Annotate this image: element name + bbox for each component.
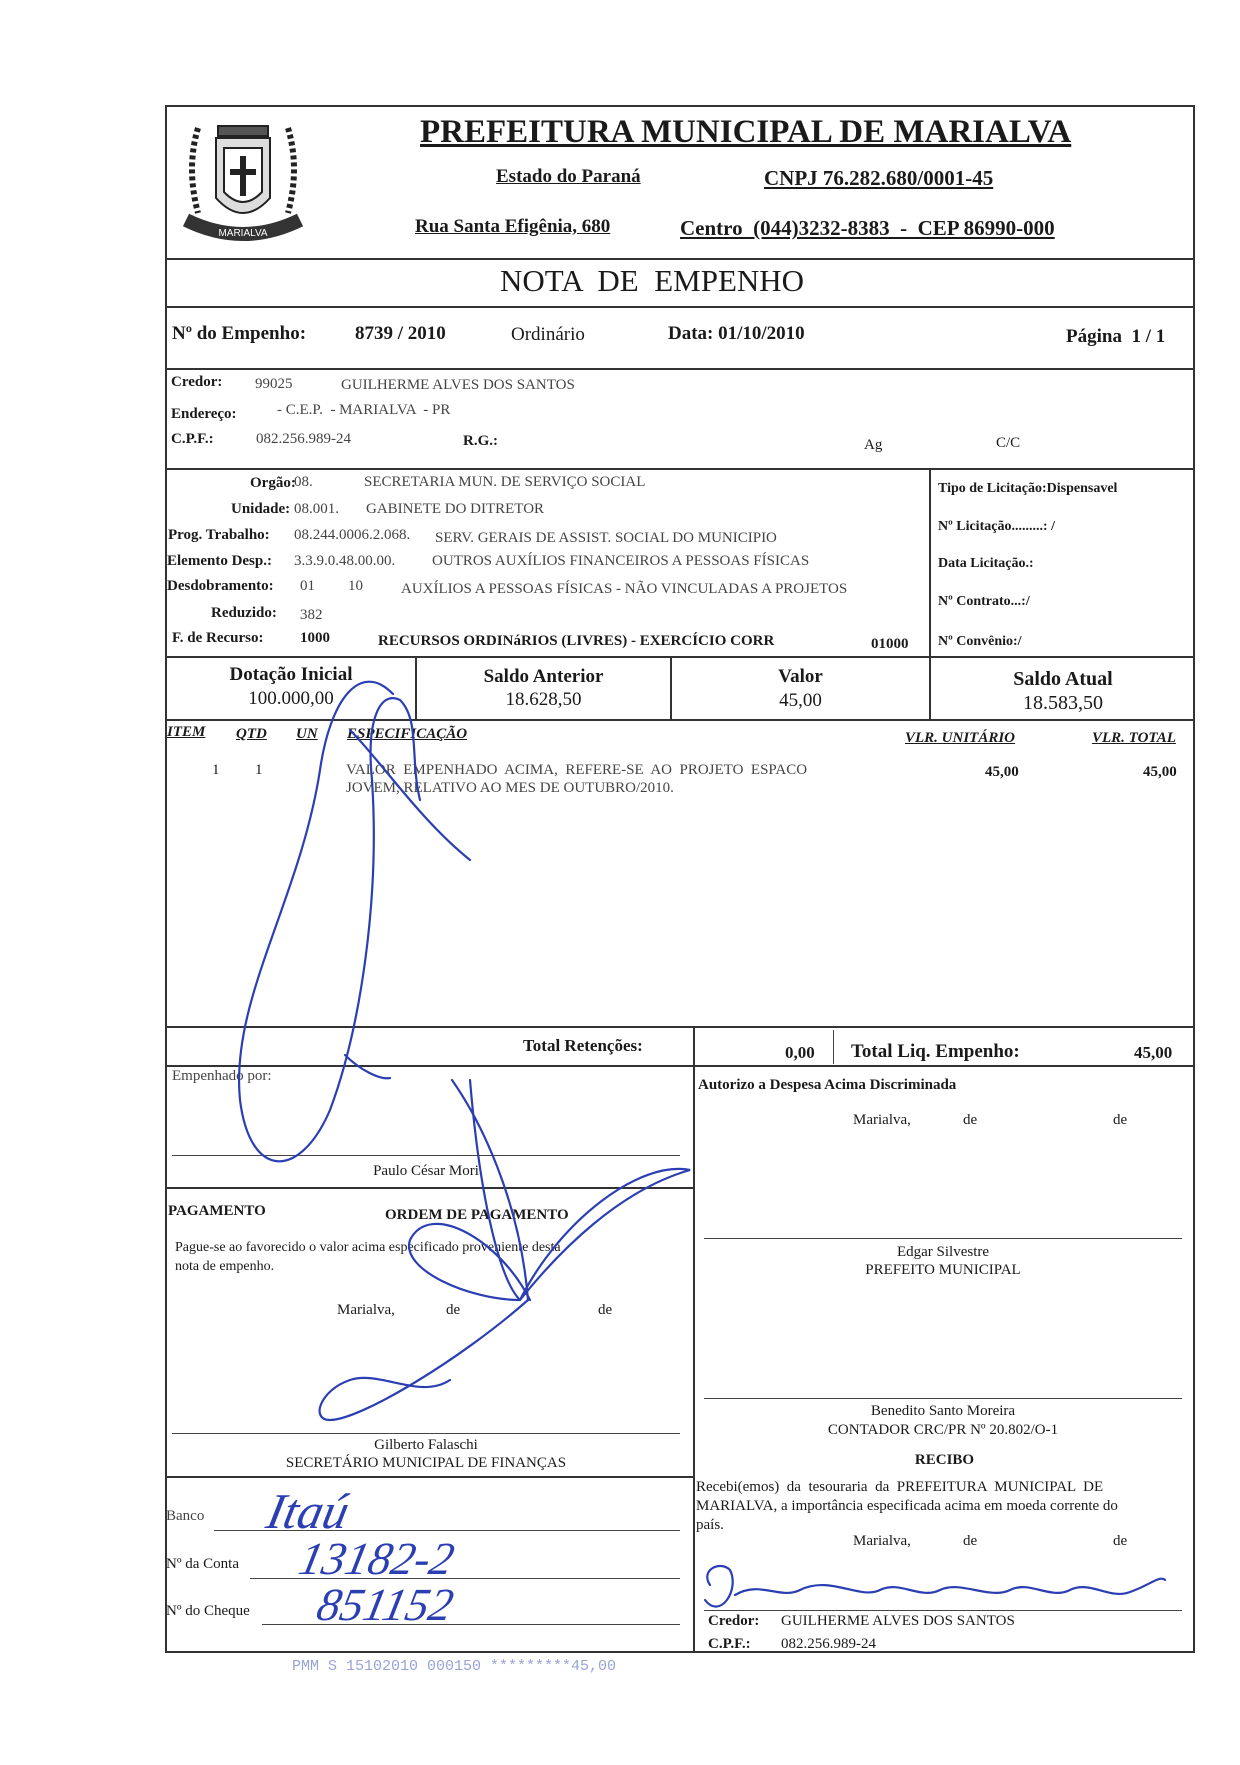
item-number: 1 (212, 762, 220, 778)
prefeito-title: PREFEITO MUNICIPAL (865, 1262, 1021, 1278)
retencoes-label: Total Retenções: (523, 1036, 643, 1055)
orgao-code: 08. (294, 474, 313, 490)
credor-code: 99025 (255, 376, 293, 392)
liquido-value: 45,00 (1134, 1043, 1173, 1062)
licitacao-tipo: Tipo de Licitação:Dispensavel (938, 481, 1118, 496)
rg-label: R.G.: (463, 433, 498, 449)
pagamento-city: Marialva, (337, 1302, 395, 1318)
liquido-label: Total Liq. Empenho: (851, 1041, 1020, 1062)
autorizo-city: Marialva, (853, 1112, 911, 1128)
signature-line (172, 1155, 680, 1156)
agency-label: Ag (864, 437, 883, 453)
rule (165, 1026, 1195, 1028)
item-spec-line-2: JOVEM, RELATIVO AO MES DE OUTUBRO/2010. (346, 780, 674, 796)
rule (165, 1065, 1195, 1067)
prog-name: SERV. GERAIS DE ASSIST. SOCIAL DO MUNICIPIO (435, 530, 777, 546)
desdobramento-name: AUXÍLIOS A PESSOAS FÍSICAS - NÃO VINCULADAS A PROJETOS (401, 581, 848, 597)
col-qtd: QTD (236, 726, 267, 742)
cnpj-label: CNPJ 76.282.680/0001-45 (764, 166, 994, 190)
conta-handwritten: 13182-2 (294, 1533, 459, 1584)
rule (165, 656, 1195, 658)
saldo-anterior-value: 18.628,50 (505, 689, 582, 710)
licitacao-data: Data Licitação.: (938, 556, 1034, 571)
page-title: PREFEITURA MUNICIPAL DE MARIALVA (420, 114, 1072, 150)
saldo-anterior-label: Saldo Anterior (483, 666, 604, 687)
rule (165, 306, 1195, 308)
rule (165, 368, 1195, 370)
recibo-credor-name: GUILHERME ALVES DOS SANTOS (781, 1613, 1015, 1629)
col-unit-value: VLR. UNITÁRIO (905, 730, 1016, 746)
cheque-label: Nº do Cheque (166, 1603, 250, 1619)
col-especificacao: ESPECIFICAÇÃO (347, 726, 468, 742)
orgao-label: Orgão: (250, 475, 296, 491)
recibo-credor-label: Credor: (708, 1613, 760, 1629)
contador-title: CONTADOR CRC/PR Nº 20.802/O-1 (827, 1422, 1059, 1438)
prefeito-name: Edgar Silvestre (896, 1244, 990, 1260)
desdobramento-label: Desdobramento: (167, 578, 274, 594)
endereco-value: - C.E.P. - MARIALVA - PR (277, 402, 451, 418)
rule (165, 1476, 695, 1478)
empenho-type: Ordinário (511, 324, 585, 345)
empenho-number: 8739 / 2010 (355, 323, 446, 344)
autorizo-de-2: de (1113, 1112, 1128, 1128)
pagamento-text-2: nota de empenho. (175, 1259, 275, 1274)
orgao-name: SECRETARIA MUN. DE SERVIÇO SOCIAL (364, 474, 646, 490)
prog-label: Prog. Trabalho: (168, 527, 270, 543)
rule (165, 258, 1195, 260)
empenhado-por-name: Paulo César Mori (373, 1163, 479, 1179)
rule (165, 1187, 695, 1189)
document-title: NOTA DE EMPENHO (500, 263, 805, 298)
contador-name: Benedito Santo Moreira (870, 1403, 1016, 1419)
signature-line (704, 1238, 1182, 1239)
saldo-atual-label: Saldo Atual (1013, 668, 1113, 690)
empenhado-por-label: Empenhado por: (172, 1068, 272, 1084)
recurso-label: F. de Recurso: (172, 630, 264, 646)
rule (693, 1026, 695, 1653)
elemento-label: Elemento Desp.: (167, 553, 272, 569)
col-total-value: VLR. TOTAL (1092, 730, 1176, 746)
rule (165, 719, 1195, 721)
conta-label: Nº da Conta (166, 1556, 239, 1572)
seal-text: MARIALVA (218, 228, 268, 239)
reduzido-value: 382 (300, 607, 323, 623)
recibo-cpf-label: C.P.F.: (708, 1636, 751, 1652)
cpf-value: 082.256.989-24 (256, 431, 351, 447)
dotacao-value: 100.000,00 (248, 688, 334, 709)
banco-label: Banco (166, 1508, 205, 1524)
rule (833, 1030, 834, 1064)
recibo-text-3: país. (696, 1517, 724, 1533)
contrato-numero: Nº Contrato...:/ (938, 594, 1030, 609)
col-un: UN (296, 726, 318, 742)
credor-label: Credor: (171, 374, 223, 390)
empenho-number-label: Nº do Empenho: (172, 323, 307, 344)
pagamento-text-1: Pague-se ao favorecido o valor acima especificado proveniente desta (175, 1240, 561, 1255)
elemento-name: OUTROS AUXÍLIOS FINANCEIROS A PESSOAS FÍSICAS (432, 553, 810, 569)
item-total-value: 45,00 (1143, 764, 1177, 780)
signature-line (172, 1433, 680, 1434)
licitacao-numero: Nº Licitação.........: / (938, 519, 1055, 534)
recibo-title: RECIBO (914, 1452, 975, 1468)
cheque-handwritten: 851152 (312, 1579, 459, 1630)
reduzido-label: Reduzido: (211, 605, 277, 621)
unidade-code: 08.001. (294, 501, 339, 517)
convenio-numero: Nº Convênio:/ (938, 634, 1022, 649)
unidade-label: Unidade: (231, 501, 291, 517)
recurso-name: RECURSOS ORDINáRIOS (LIVRES) - EXERCÍCIO CORR (378, 633, 775, 649)
recurso-code: 1000 (300, 630, 330, 646)
page-number: Página 1 / 1 (1066, 326, 1166, 347)
desdobramento-a: 01 (300, 578, 315, 594)
signature-line (704, 1398, 1182, 1399)
recibo-text-2: MARIALVA, a importância especificada acima em moeda corrente do (696, 1498, 1118, 1514)
prog-code: 08.244.0006.2.068. (294, 527, 411, 543)
secretario-name: Gilberto Falaschi (374, 1437, 478, 1453)
signature-line (704, 1610, 1182, 1611)
ordem-pagamento-title: ORDEM DE PAGAMENTO (385, 1207, 569, 1223)
recibo-de-1: de (963, 1533, 978, 1549)
dotacao-label: Dotação Inicial (229, 664, 353, 685)
municipal-seal-icon (168, 108, 318, 253)
col-item: ITEM (167, 724, 206, 740)
item-qty: 1 (255, 762, 263, 778)
recibo-cpf-value: 082.256.989-24 (781, 1636, 876, 1652)
autorizo-label: Autorizo a Despesa Acima Discriminada (698, 1077, 957, 1093)
desdobramento-b: 10 (348, 578, 363, 594)
empenho-date: Data: 01/10/2010 (668, 323, 805, 344)
recibo-city: Marialva, (853, 1533, 911, 1549)
unidade-name: GABINETE DO DITRETOR (366, 501, 545, 517)
street-label: Rua Santa Efigênia, 680 (415, 216, 611, 237)
cpf-label: C.P.F.: (171, 431, 214, 447)
item-spec-line-1: VALOR EMPENHADO ACIMA, REFERE-SE AO PROJETO ESPACO (346, 762, 808, 778)
valor-label: Valor (778, 666, 823, 687)
autorizo-de-1: de (963, 1112, 978, 1128)
endereco-label: Endereço: (171, 406, 237, 422)
recibo-de-2: de (1113, 1533, 1128, 1549)
secretario-title: SECRETÁRIO MUNICIPAL DE FINANÇAS (285, 1455, 567, 1471)
state-label: Estado do Paraná (496, 166, 641, 187)
pagamento-de-1: de (446, 1302, 461, 1318)
valor-value: 45,00 (779, 690, 822, 711)
rule (165, 468, 1195, 470)
pagamento-title: PAGAMENTO (168, 1203, 266, 1219)
credor-name: GUILHERME ALVES DOS SANTOS (341, 377, 575, 393)
recurso-code-2: 01000 (871, 636, 909, 652)
item-unit-value: 45,00 (985, 764, 1019, 780)
payment-stamp: PMM S 15102010 000150 *********45,00 (292, 1658, 617, 1675)
retencoes-value: 0,00 (785, 1043, 815, 1062)
elemento-code: 3.3.9.0.48.00.00. (294, 553, 396, 569)
contact-label: Centro (044)3232-8383 - CEP 86990-000 (680, 216, 1055, 240)
saldo-atual-value: 18.583,50 (1023, 692, 1103, 714)
banco-handwritten: Itaú (262, 1483, 355, 1539)
account-label: C/C (996, 435, 1021, 451)
recibo-text-1: Recebi(emos) da tesouraria da PREFEITURA MUNICIPAL DE (696, 1479, 1104, 1495)
pagamento-de-2: de (598, 1302, 613, 1318)
